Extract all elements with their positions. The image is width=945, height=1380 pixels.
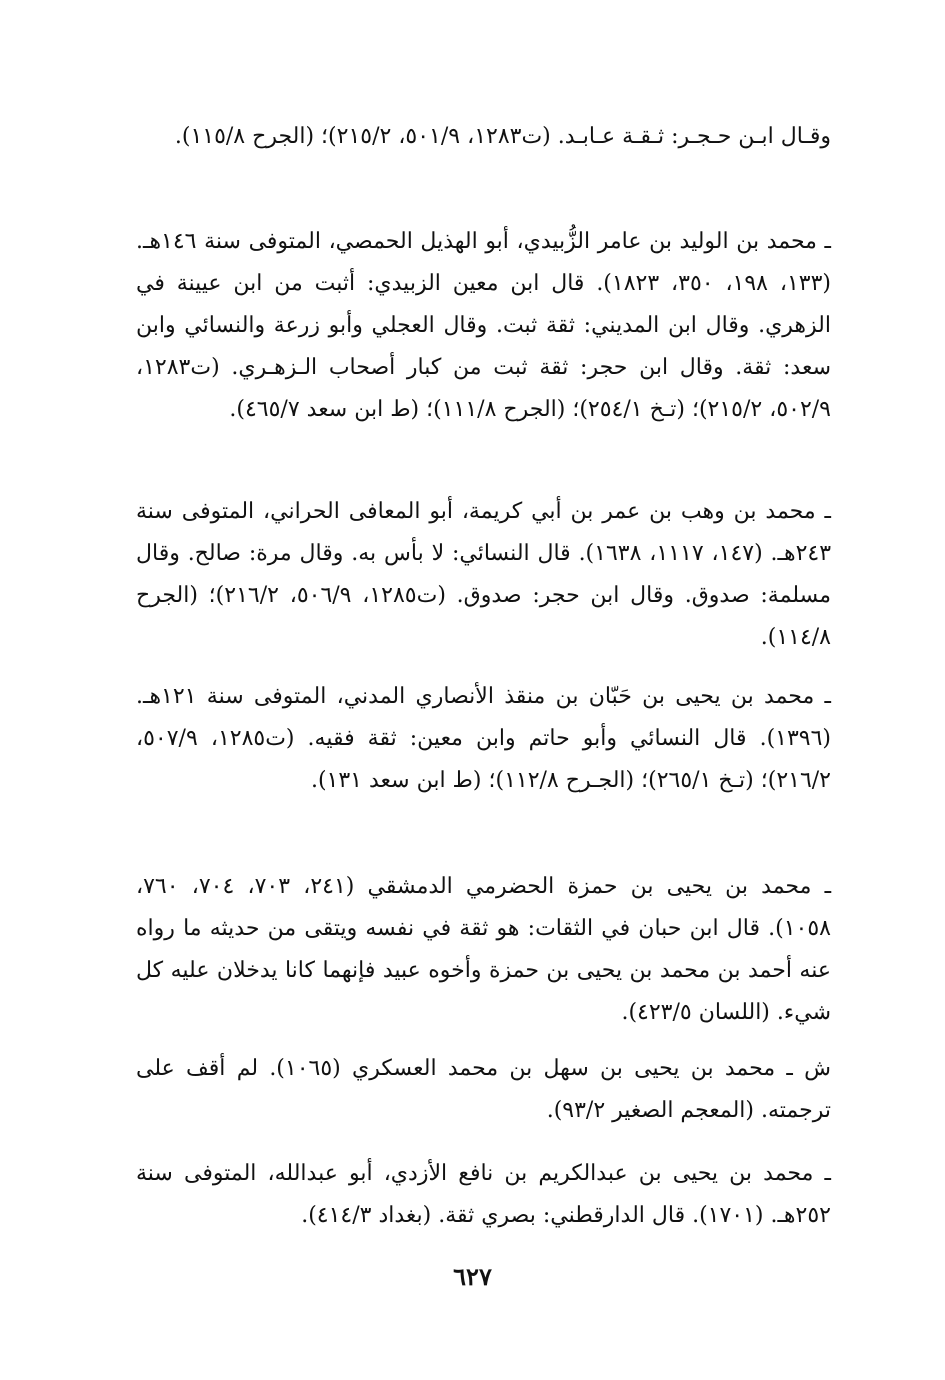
- entry-muhammad-ibn-wahb: ـ محمد بن وهب بن عمر بن أبي كريمة، أبو المعافى الحراني، المتوفى سنة ٢٤٣هـ. (١٤٧، ١١١٧، ١٦٣٨). قال النسائي: لا بأس به. وقال مرة: صالح. وقال مسلمة: صدوق. وقال ابن حجر: صدوق. (ت١٢٨٥، ٥٠٦/٩، ٢١٦/٢)؛ (الجرح ١١٤/٨).: [136, 499, 832, 650]
- entry-muhammad-ibn-yahya-ibn-habban: ـ محمد بن يحيى بن حَبّان بن منقذ الأنصاري المدني، المتوفى سنة ١٢١هـ. (١٣٩٦). قال النسائي وأبو حاتم وابن معين: ثقة فقيه. (ت١٢٨٥، ٥٠٧/٩، ٢١٦/٢)؛ (تـخ ٢٦٥/١)؛ (الجـرح ١١٢/٨)؛ (ط ابن سعد ١٣١).: [136, 684, 832, 793]
- entry-muhammad-ibn-yahya-ibn-sahl: ش ـ محمد بن يحيى بن سهل بن محمد العسكري (١٠٦٥). لم أقف على ترجمته. (المعجم الصغير ٩٣/٢).: [136, 1056, 831, 1123]
- page-number: ٦٢٧: [453, 1262, 492, 1291]
- entry-muhammad-ibn-yahya-ibn-abdulkarim: ـ محمد بن يحيى بن عبدالكريم بن نافع الأزدي، أبو عبدالله، المتوفى سنة ٢٥٢هـ. (١٧٠١). قال الدارقطني: بصري ثقة. (بغداد ٤١٤/٣).: [136, 1161, 831, 1228]
- entry-ibn-hajar-continuation: وقـال ابـن حـجـر: ثـقـة عـابـد. (ت١٢٨٣، ٥٠١/٩، ٢١٥/٢)؛ (الجرح ١١٥/٨).: [174, 124, 831, 149]
- entry-muhammad-ibn-al-walid: ـ محمد بن الوليد بن عامر الزُّبيدي، أبو الهذيل الحمصي، المتوفى سنة ١٤٦هـ. (١٣٣، ١٩٨، ٣٥٠، ١٨٢٣). قال ابن معين الزبيدي: أثبت من ابن عيينة في الزهري. وقال ابن المديني: ثقة ثبت. وقال العجلي وأبو زرعة والنسائي وابن سعد: ثقة. وقال ابن حجر: ثقة ثبت من كبار أصحاب الـزهـري. (ت١٢٨٣، ٥٠٢/٩، ٢١٥/٢)؛ (تـخ ٢٥٤/١)؛ (الجرح ١١١/٨)؛ (ط ابن سعد ٤٦٥/٧).: [136, 229, 832, 422]
- entry-muhammad-ibn-yahya-ibn-hamza: ـ محمد بن يحيى بن حمزة الحضرمي الدمشقي (٢٤١، ٧٠٣، ٧٠٤، ٧٦٠، ١٠٥٨). قال ابن حبان في الثقات: هو ثقة في نفسه ويتقى من حديثه ما رواه عنه أحمد بن محمد بن يحيى بن حمزة وأخوه عبيد فإنهما كانا يدخلان عليه كل شيء. (اللسان ٤٢٣/٥).: [136, 874, 832, 1025]
